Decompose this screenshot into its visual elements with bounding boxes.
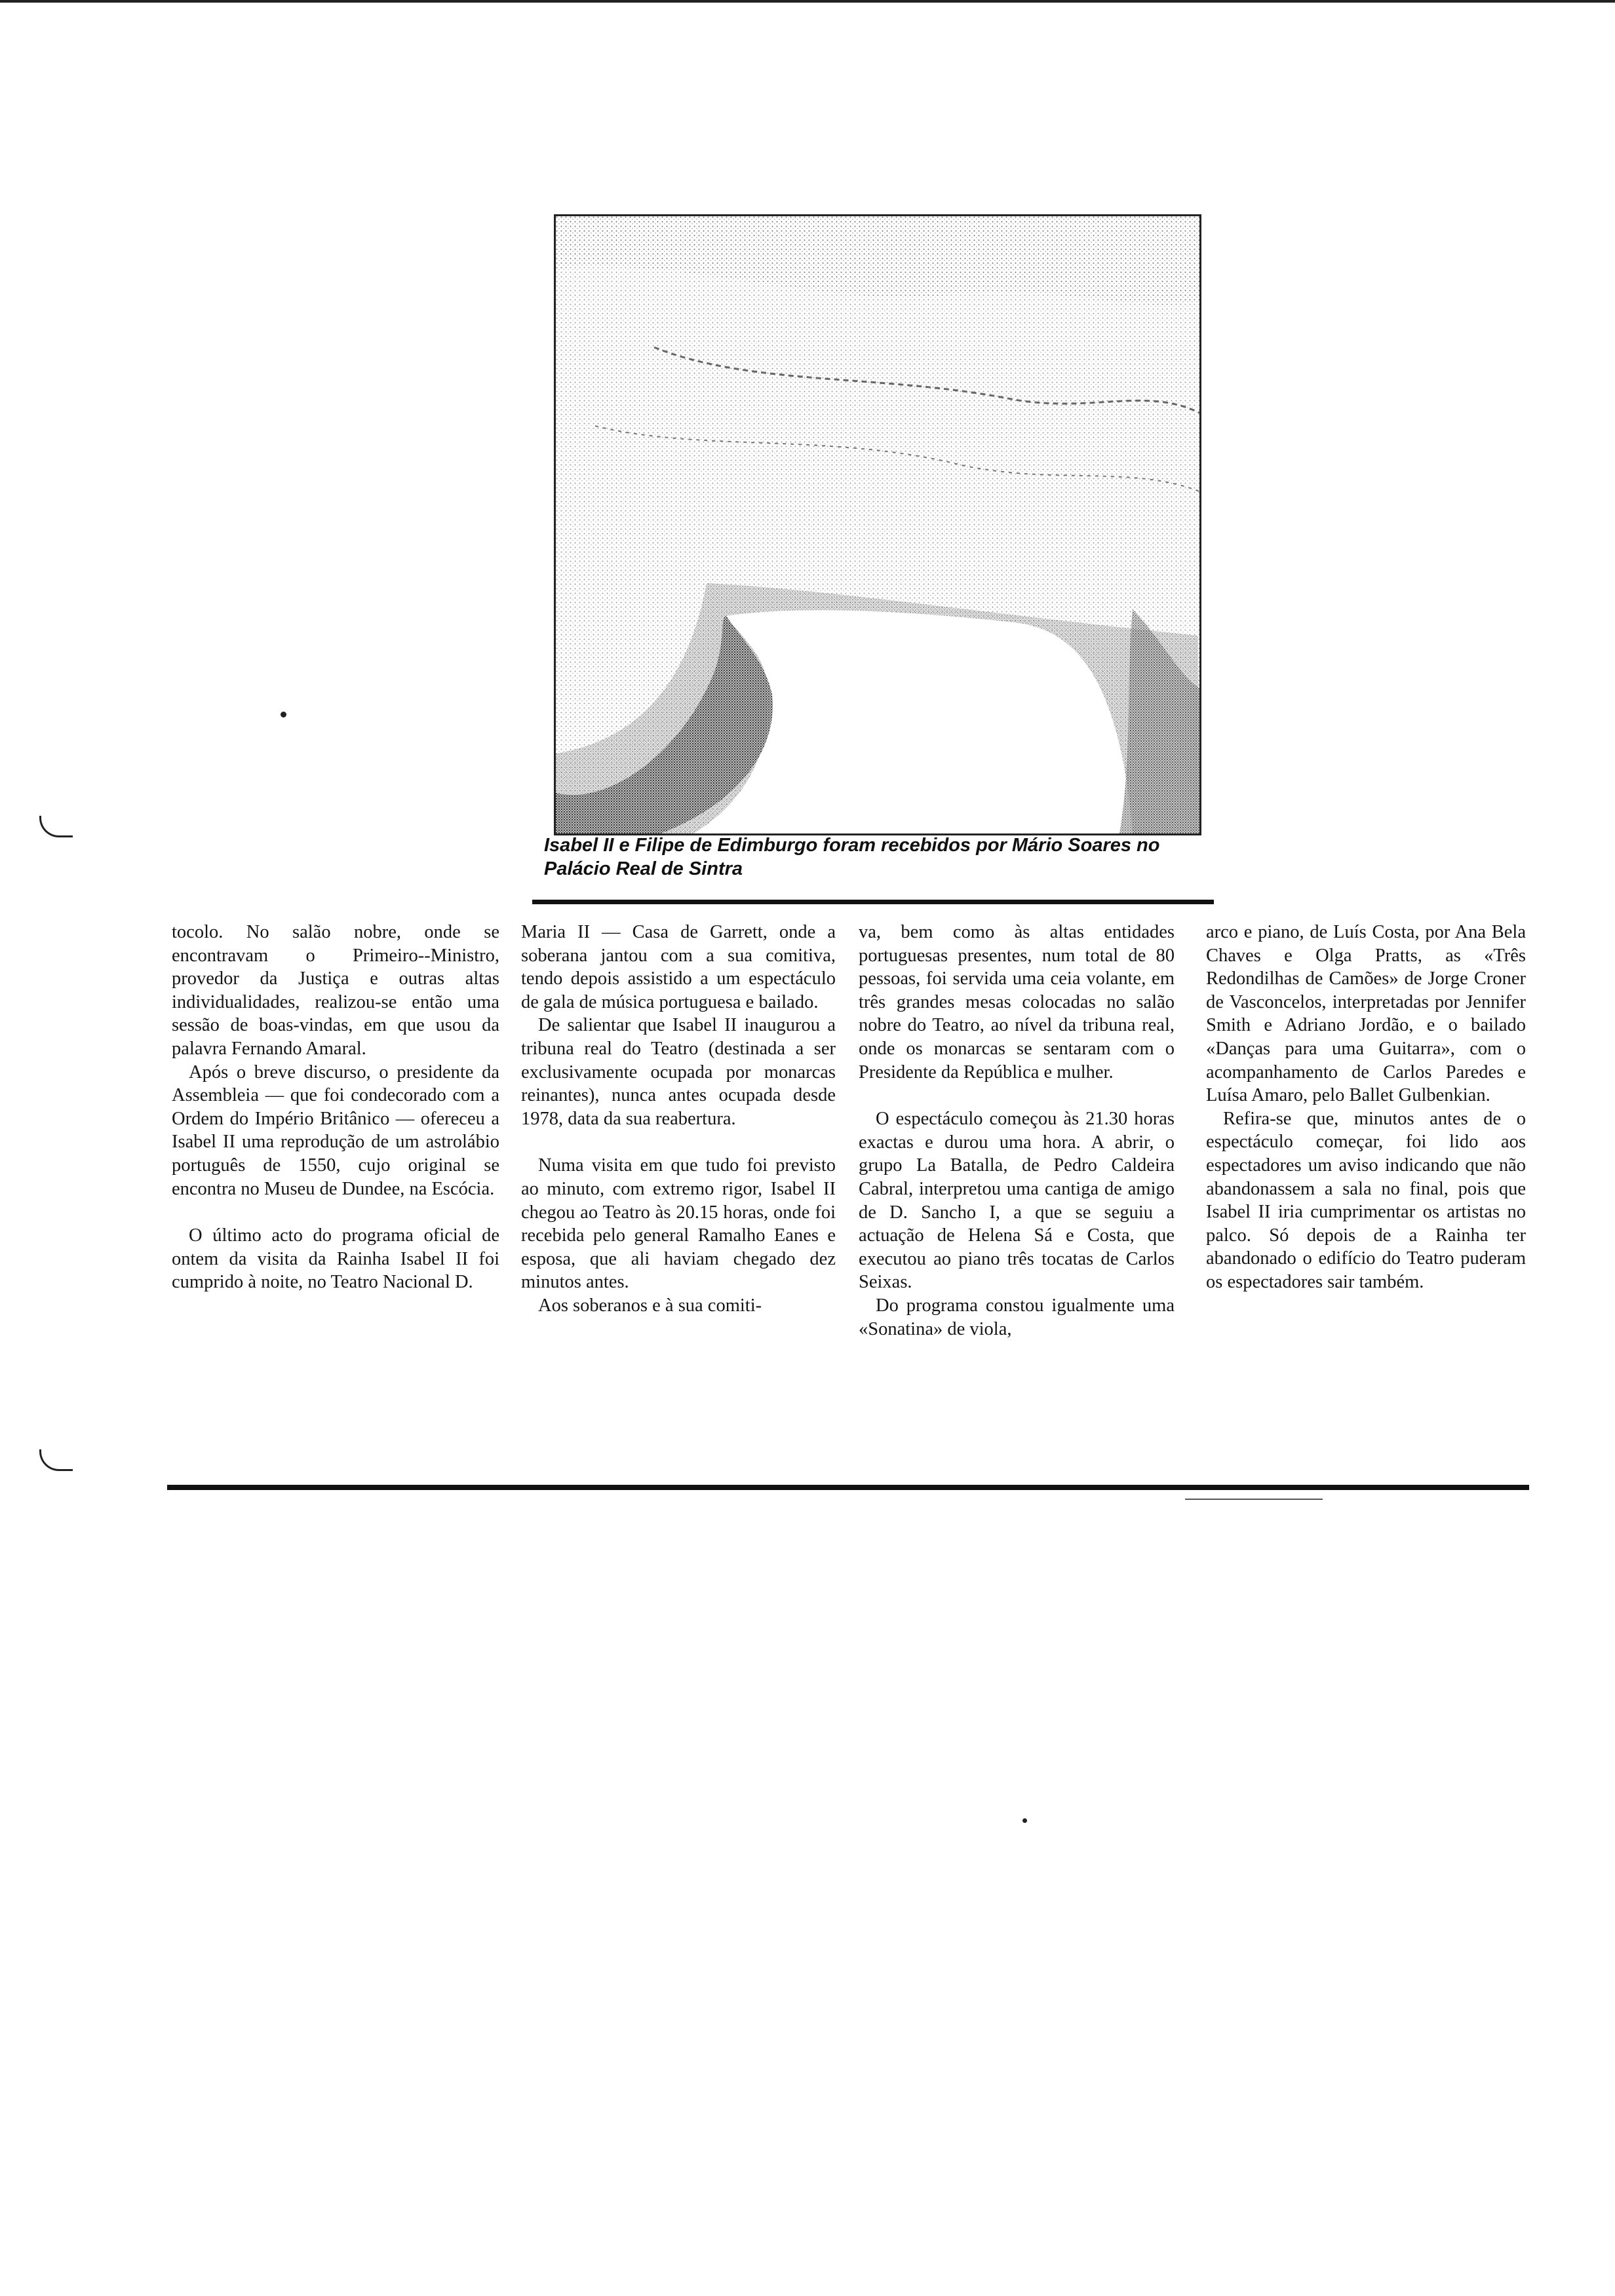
article-column-1 [172, 921, 499, 1294]
photo-image [556, 216, 1199, 833]
paragraph: Aos soberanos e à sua comiti- [538, 1295, 762, 1316]
paragraph: Refira-se que, minutos antes de o espectáculo começar, foi lido aos espectadores um aviso indicando que não abandonassem a sala no final, pois que Isabel II iria cumprimentar os artistas no palco. Só depois de a Rainha ter abandonado o edifício do Teatro puderam os espectadores sair também. [1206, 1108, 1526, 1292]
news-photo [554, 214, 1201, 835]
article-column-4 [1206, 921, 1526, 1294]
speck-icon [1022, 1818, 1027, 1823]
paragraph: O último acto do programa oficial de ontem da visita da Rainha Isabel II foi cumprido à noite, no Teatro Nacional D. [172, 1225, 499, 1293]
paragraph: Maria II — Casa de Garrett, onde a soberana jantou com a sua comitiva, tendo depois assistido a um espectáculo de gala de música portuguesa e bailado. [521, 922, 836, 1012]
paragraph: Após o breve discurso, o presidente da Assembleia — que foi condecorado com a Ordem do Império Britânico — ofereceu a Isabel II uma reprodução de um astrolábio português de 1550, cujo original se encontra no Museu de Dundee, na Escócia. [172, 1062, 499, 1199]
paragraph: tocolo. No salão nobre, onde se encontravam o Primeiro--Ministro, provedor da Justiça e outras altas individualidades, realizou-se então uma sessão de boas-vindas, em que usou da palavra Fernando Amaral. [172, 922, 499, 1059]
caption-rule [532, 900, 1214, 904]
paragraph: Do programa constou igualmente uma «Sonatina» de viola, [859, 1295, 1175, 1339]
paragraph: Numa visita em que tudo foi previsto ao minuto, com extremo rigor, Isabel II chegou ao Teatro às 20.15 horas, onde foi recebida pelo general Ramalho Eanes e esposa, que ali haviam chegado dez minutos antes. [521, 1155, 836, 1293]
paragraph: va, bem como às altas entidades portuguesas presentes, num total de 80 pessoas, foi servida uma ceia volante, em três grandes mesas colocadas no salão nobre do Teatro, ao nível da tribuna real, onde os monarcas se sentaram com o Presidente da República e mulher. [859, 922, 1175, 1082]
scan-mark-icon [39, 1449, 73, 1471]
thin-rule [1185, 1499, 1323, 1500]
paragraph: De salientar que Isabel II inaugurou a tribuna real do Teatro (destinada a ser exclusivamente ocupada por monarcas reinantes), nunca antes ocupada desde 1978, data da sua reabertura. [521, 1015, 836, 1129]
paragraph: O espectáculo começou às 21.30 horas exactas e durou uma hora. A abrir, o grupo La Batalla, de Pedro Caldeira Cabral, interpretou uma cantiga de amigo de D. Sancho I, a que se seguiu a actuação de Helena Sá e Costa, que executou ao piano três tocatas de Carlos Seixas. [859, 1109, 1175, 1293]
page-top-edge [0, 0, 1615, 3]
photo-caption: Isabel II e Filipe de Edimburgo foram recebidos por Mário Soares no Palácio Real de Sintra [544, 835, 1160, 879]
speck-icon [281, 712, 286, 718]
article-column-3 [859, 921, 1175, 1341]
article-bottom-rule [167, 1485, 1529, 1490]
paragraph: arco e piano, de Luís Costa, por Ana Bela Chaves e Olga Pratts, as «Três Redondilhas de Camões» de Jorge Croner de Vasconcelos, interpretadas por Jennifer Smith e Adriano Jordão, e o bailado «Danças para uma Guitarra», com o acompanhamento de Carlos Paredes e Luísa Amaro, pelo Ballet Gulbenkian. [1206, 922, 1526, 1106]
article-column-2 [521, 921, 836, 1318]
scan-mark-icon [39, 816, 73, 837]
